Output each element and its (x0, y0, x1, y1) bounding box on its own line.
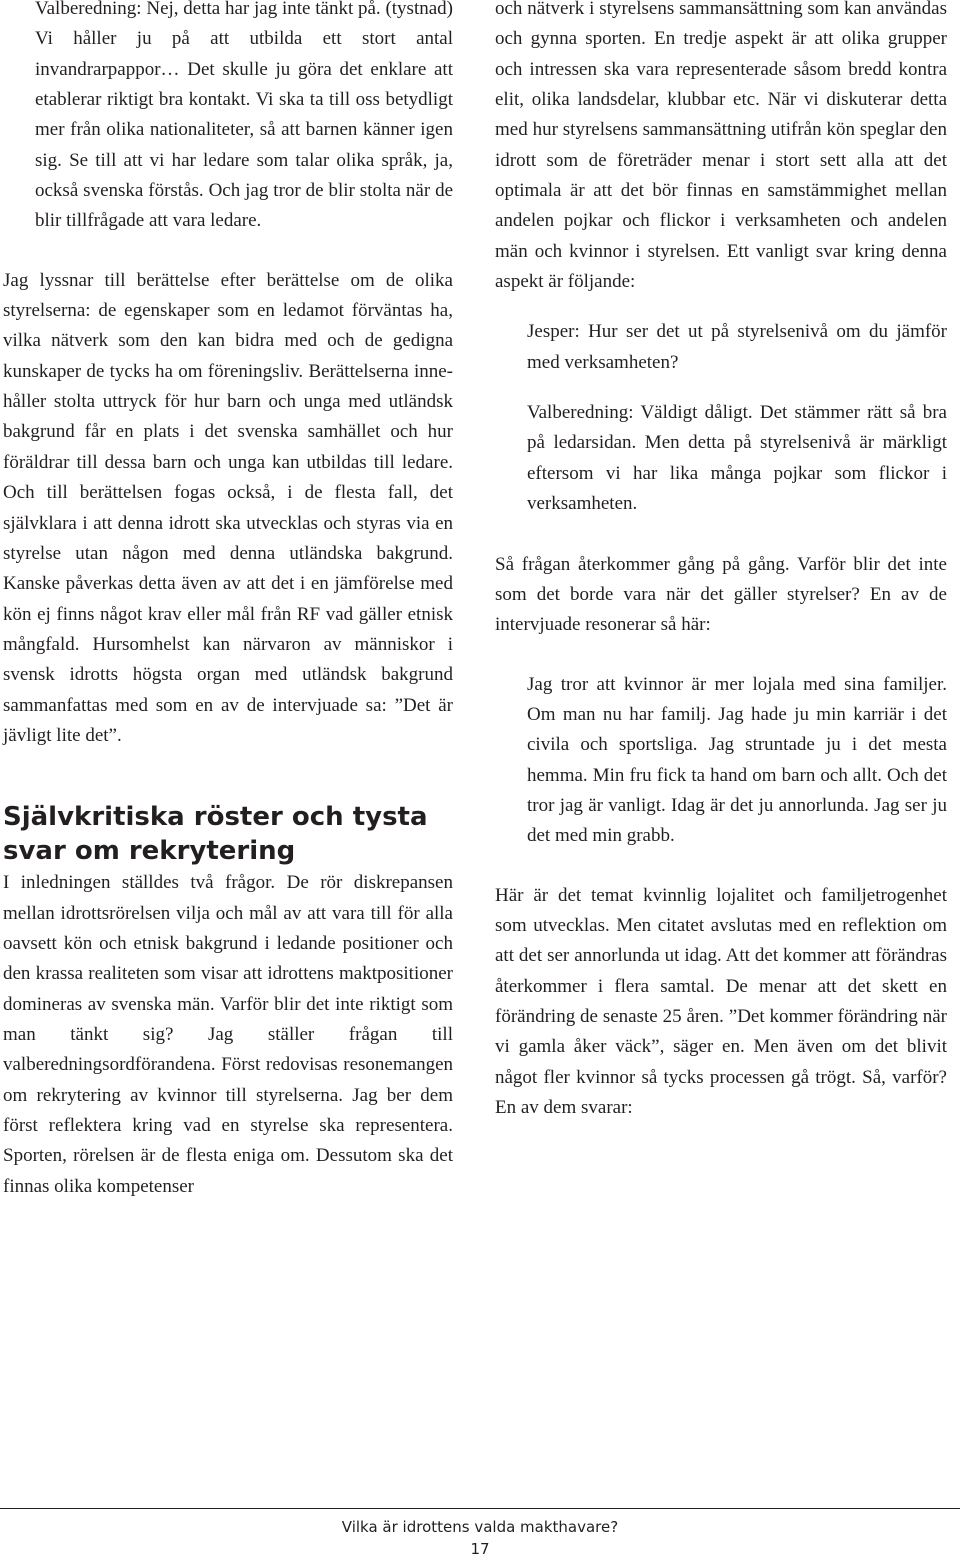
right-column (495, 0, 947, 1123)
body-paragraph: I inledningen ställdes två frågor. De rör diskrepansen mellan idrottsrörelsen vilja och mål av att vara till för alla oavsett kön och etnisk bakgrund i ledande positioner och den krassa realiteten som visar att idrottens maktpositioner domineras av svenska män. Varför blir det inte riktigt som man tänkt sig? Jag ställer frågan till valberedningsordförandena. Först redovisas resonemangen om rekrytering av kvinnor till styrelserna. Jag ber dem först reflektera kring vad en styrelse ska representera. Sporten, rörelsen är de flesta eniga om. Dessutom ska det finnas olika kompetenser (3, 872, 453, 1197)
body-paragraph: Så frågan återkommer gång på gång. Varför blir det inte som det borde vara när det gäller styrelser? En av de intervjuade resonerar så här: (495, 553, 947, 636)
interview-quote: Jag tror att kvinnor är mer lojala med sina familjer. Om man nu har familj. Jag hade ju min karriär i det civila och sportsliga. Jag struntade ju i det mesta hemma. Min fru fick ta hand om barn och allt. Och det tror jag är vanligt. Idag är det ju annorlunda. Jag ser ju det med min grabb. (527, 673, 947, 847)
body-paragraph: och nätverk i styrelsens sammansättning som kan användas och gynna sporten. En tredje aspekt är att olika grupper och intressen ska vara representerade såsom bredd kontra elit, olika landsdelar, klubbar etc. När vi diskuterar detta med hur styrelsens sammansättning utifrån kön speglar den idrott som de företräder menar i stort sett alla att det optimala är att det bör finnas en samstämmighet mellan andelen pojkar och flickor i verksamheten och andelen män och kvinnor i styrelsen. Ett vanligt svar kring denna aspekt är följande: (495, 0, 947, 293)
body-paragraph: Jag lyssnar till berättelse efter berättelse om de olika styrelserna: de egenskaper som en ledamot förväntas ha, vilka nätverk som den kan bidra med och de gedigna kunskaper de tycks ha om föreningsliv. Berättelserna innehåller stolta uttryck för hur barn och unga med utländsk bakgrund får en plats i det svenska samhället och hur föräldrar till dessa barn och unga kan utbildas till ledare. Och till berättelsen fogas också, i de flesta fall, det självklara i att denna idrott ska utvecklas och styras via en styrelse utan någon med denna utländska bakgrund. Kanske påverkas detta även av att det i en jämförelse med kön ej finns något krav eller mål från RF vad gäller etnisk mångfald. Hursomhelst kan närvaron av människor i svensk idrotts högsta organ med utländsk bakgrund sammanfattas med som en av de intervjuade sa: ”Det är jävligt lite det”. (3, 269, 453, 746)
interview-quote-jesper: Jesper: Hur ser det ut på styrelsenivå om du jämför med verksamheten? (527, 321, 947, 373)
interview-quote-valberedning: Valberedning: Väldigt dåligt. Det stämmer rätt så bra på ledarsidan. Men detta på styrelsenivå är märkligt eftersom vi har lika många pojkar som flickor i verksamheten. (527, 402, 947, 515)
running-footer-title: Vilka är idrottens valda makthavare? (341, 1518, 619, 1536)
section-heading: Självkritiska röster och tysta svar om rekrytering (3, 802, 428, 867)
left-column (3, 0, 453, 1202)
page-number: 17 (470, 1540, 490, 1558)
body-paragraph: Här är det temat kvinnlig lojalitet och familjetrogenhet som utvecklas. Men citatet avslutas med en reflektion om att det ser annorlunda ut idag. Att det kommer att förändras återkommer i flera samtal. De menar att det skett en förändring de senaste 25 åren. ”Det kommer förändring när vi gamla åker väck”, säger en. Men även om det blivit något fler kvinnor så tycks processen gå trögt. Så, varför? En av dem svarar: (495, 884, 947, 1118)
interview-quote-valberedning: Valberedning: Nej, detta har jag inte tänkt på. (tystnad) Vi håller ju på att utbilda ett stort antal invandrarpappor… Det skulle ju göra det enklare att etablerar riktigt bra kontakt. Vi ska ta till oss betydligt mer från olika nationaliteter, så att barnen känner igen sig. Se till att vi har ledare som talar olika språk, ja, också svenska förstås. Och jag tror de blir stolta när de blir tillfrågade att vara ledare. (35, 0, 453, 232)
footer-divider (0, 1508, 960, 1509)
